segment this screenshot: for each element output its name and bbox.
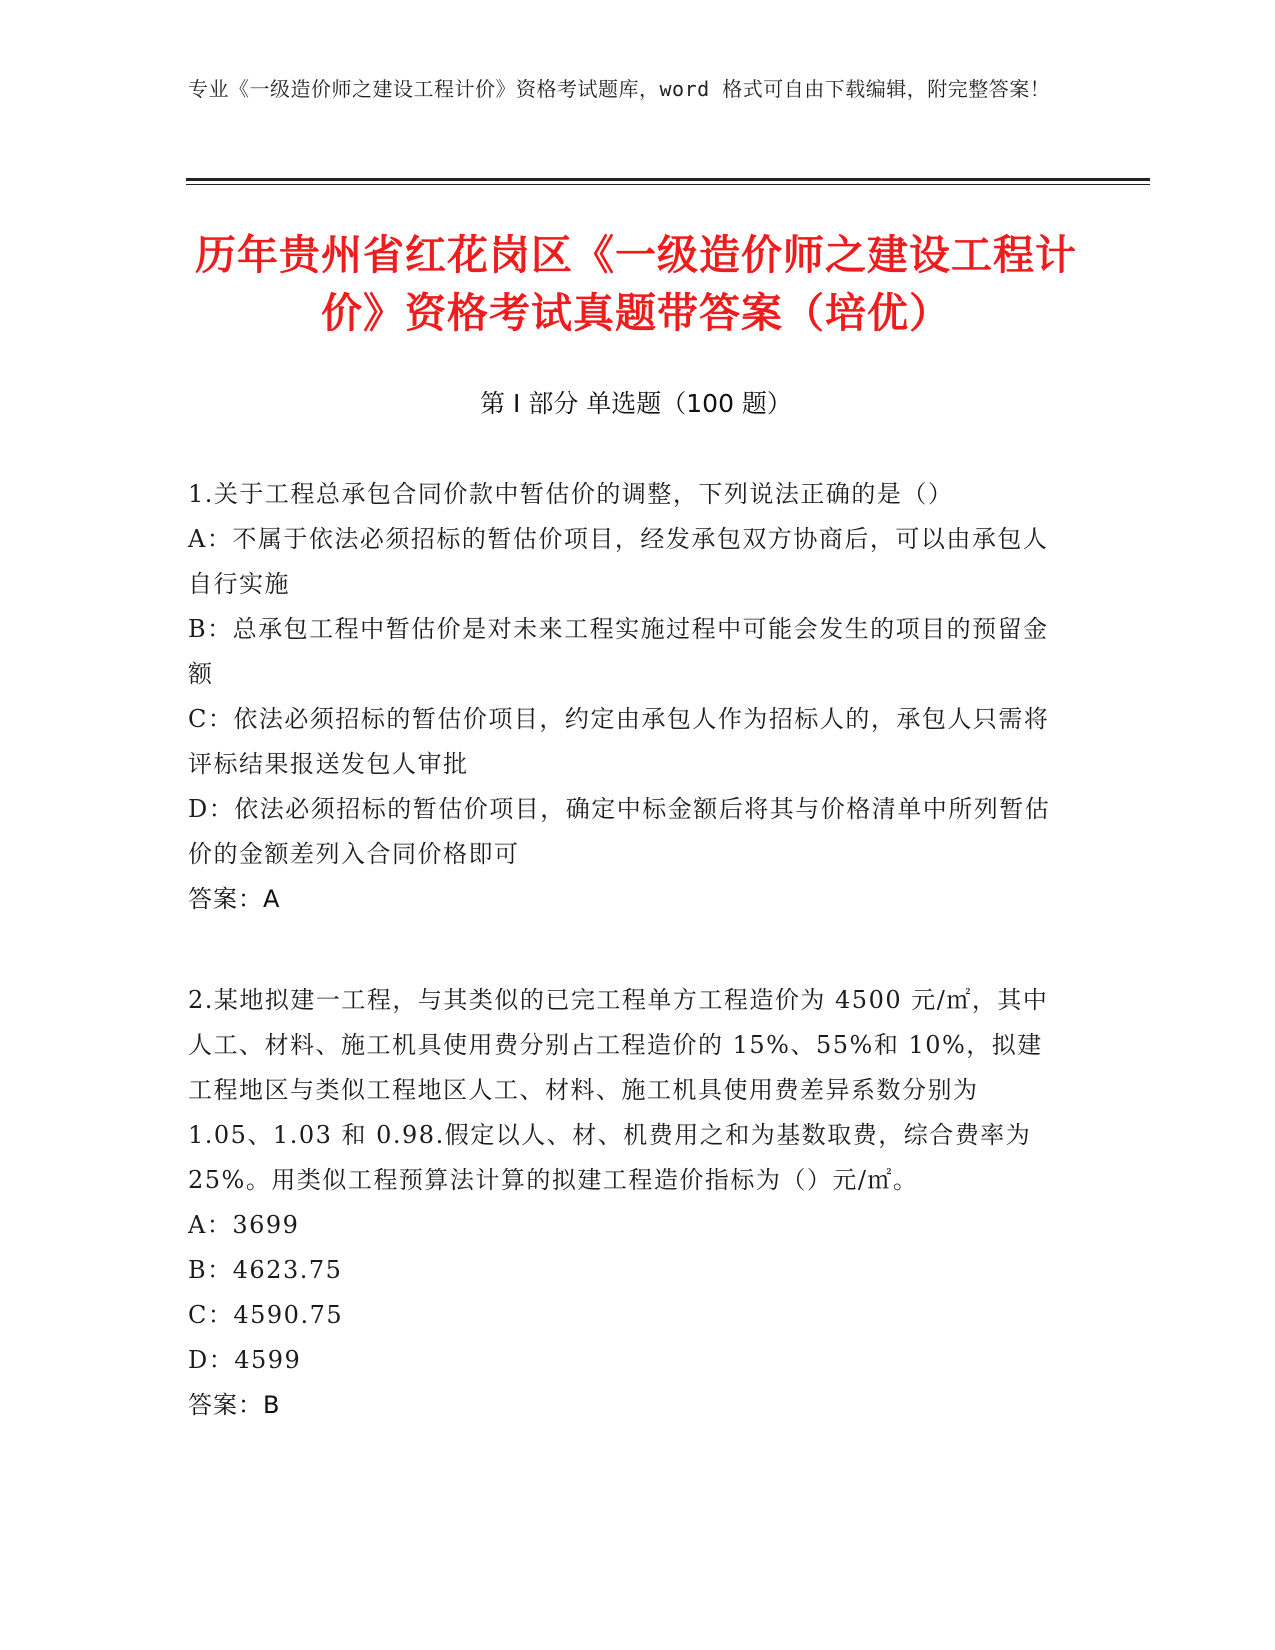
option-b: B：4623.75 — [188, 1256, 343, 1284]
answer: 答案：A — [188, 885, 281, 913]
header-note: 专业《一级造价师之建设工程计价》资格考试题库，word 格式可自由下载编辑，附完整答案！ — [188, 77, 1051, 101]
document-title: 历年贵州省红花岗区《一级造价师之建设工程计价》资格考试真题带答案（培优） — [195, 231, 1077, 337]
question-stem: 2.某地拟建一工程，与其类似的已完工程单方工程造价为 4500 元/㎡，其中人工、材料、施工机具使用费分别占工程造价的 15%、55%和 10%，拟建工程地区与类似工程地区人工、材料、施工机具使用费差异系数分别为 1.05、1.03 和 0.98.假定以人、材、机费用之和为基数取费，综合费率为 25%。用类似工程预算法计算的拟建工程造价指标为（）元/㎡。 — [188, 986, 1049, 1194]
option-d: D：4599 — [188, 1346, 302, 1374]
option-c: C：依法必须招标的暂估价项目，约定由承包人作为招标人的，承包人只需将评标结果报送发包人审批 — [188, 705, 1050, 778]
header-divider-thin — [186, 184, 1150, 185]
question-stem: 1.关于工程总承包合同价款中暂估价的调整，下列说法正确的是（） — [188, 480, 954, 508]
option-c: C：4590.75 — [188, 1301, 344, 1329]
question-2 — [188, 978, 1068, 1428]
option-b: B：总承包工程中暂估价是对未来工程实施过程中可能会发生的项目的预留金额 — [188, 615, 1049, 688]
header-divider-thick — [186, 178, 1150, 181]
answer: 答案：B — [188, 1391, 281, 1419]
option-d: D：依法必须招标的暂估价项目，确定中标金额后将其与价格清单中所列暂估价的金额差列入合同价格即可 — [188, 795, 1051, 868]
question-list — [188, 472, 1068, 1484]
question-1 — [188, 472, 1068, 922]
option-a: A：3699 — [188, 1211, 300, 1239]
section-title: 第 I 部分 单选题（100 题） — [480, 389, 792, 418]
option-a: A：不属于依法必须招标的暂估价项目，经发承包双方协商后，可以由承包人自行实施 — [188, 525, 1049, 598]
